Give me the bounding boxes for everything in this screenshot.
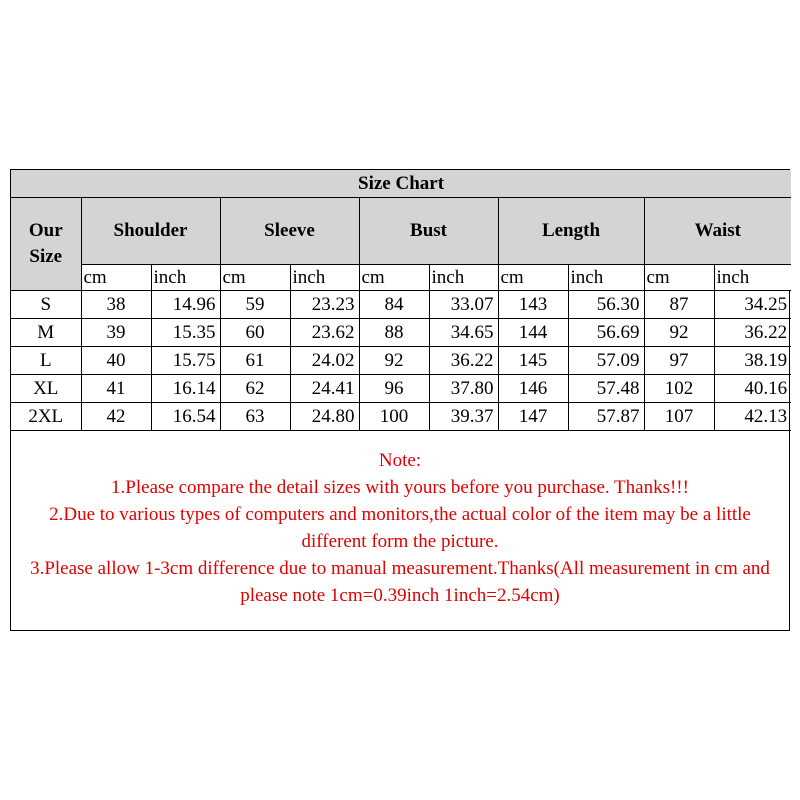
chart-title: Size Chart [11, 170, 791, 198]
table-row [11, 319, 791, 347]
unit-inch-label: inch [429, 265, 498, 291]
unit-cm-label: cm [220, 265, 290, 291]
unit-cm-label: cm [644, 265, 714, 291]
cm-value: 145 [498, 347, 568, 375]
cm-value: 63 [220, 403, 290, 431]
size-chart-table [11, 170, 791, 431]
cm-value: 42 [81, 403, 151, 431]
inch-value: 42.13 [714, 403, 791, 431]
cm-value: 92 [359, 347, 429, 375]
inch-value: 56.30 [568, 291, 644, 319]
table-row [11, 375, 791, 403]
shoulder-header: Shoulder [81, 198, 220, 265]
waist-header: Waist [644, 198, 791, 265]
cm-value: 40 [81, 347, 151, 375]
cm-value: 107 [644, 403, 714, 431]
cm-value: 59 [220, 291, 290, 319]
unit-inch-label: inch [290, 265, 359, 291]
inch-value: 24.80 [290, 403, 359, 431]
cm-value: 41 [81, 375, 151, 403]
cm-value: 100 [359, 403, 429, 431]
inch-value: 37.80 [429, 375, 498, 403]
inch-value: 57.09 [568, 347, 644, 375]
size-label: XL [11, 375, 81, 403]
unit-cm-label: cm [498, 265, 568, 291]
cm-value: 87 [644, 291, 714, 319]
inch-value: 40.16 [714, 375, 791, 403]
size-chart-sheet [10, 169, 790, 631]
inch-value: 56.69 [568, 319, 644, 347]
inch-value: 39.37 [429, 403, 498, 431]
cm-value: 96 [359, 375, 429, 403]
inch-value: 24.41 [290, 375, 359, 403]
sleeve-header: Sleeve [220, 198, 359, 265]
cm-value: 39 [81, 319, 151, 347]
length-header: Length [498, 198, 644, 265]
size-label: S [11, 291, 81, 319]
cm-value: 38 [81, 291, 151, 319]
inch-value: 23.23 [290, 291, 359, 319]
cm-value: 61 [220, 347, 290, 375]
cm-value: 147 [498, 403, 568, 431]
inch-value: 24.02 [290, 347, 359, 375]
inch-value: 33.07 [429, 291, 498, 319]
bust-header: Bust [359, 198, 498, 265]
table-row [11, 403, 791, 431]
cm-value: 144 [498, 319, 568, 347]
cm-value: 84 [359, 291, 429, 319]
inch-value: 16.54 [151, 403, 220, 431]
cm-value: 146 [498, 375, 568, 403]
cm-value: 97 [644, 347, 714, 375]
cm-value: 88 [359, 319, 429, 347]
note-2: 2.Due to various types of computers and monitors,the actual color of the item may be a little different form the picture. [49, 504, 751, 552]
inch-value: 34.25 [714, 291, 791, 319]
size-label: L [11, 347, 81, 375]
cm-value: 143 [498, 291, 568, 319]
our-size-header: Our Size [11, 198, 81, 291]
cm-value: 62 [220, 375, 290, 403]
inch-value: 38.19 [714, 347, 791, 375]
inch-value: 16.14 [151, 375, 220, 403]
size-label: M [11, 319, 81, 347]
table-row [11, 291, 791, 319]
unit-cm-label: cm [81, 265, 151, 291]
inch-value: 57.48 [568, 375, 644, 403]
note-heading: Note: [378, 450, 422, 471]
unit-inch-label: inch [151, 265, 220, 291]
inch-value: 34.65 [429, 319, 498, 347]
unit-cm-label: cm [359, 265, 429, 291]
inch-value: 36.22 [714, 319, 791, 347]
inch-value: 14.96 [151, 291, 220, 319]
cm-value: 102 [644, 375, 714, 403]
unit-inch-label: inch [568, 265, 644, 291]
inch-value: 36.22 [429, 347, 498, 375]
inch-value: 15.35 [151, 319, 220, 347]
inch-value: 57.87 [568, 403, 644, 431]
unit-inch-label: inch [714, 265, 791, 291]
cm-value: 92 [644, 319, 714, 347]
cm-value: 60 [220, 319, 290, 347]
notes-block [11, 431, 789, 609]
note-3: 3.Please allow 1-3cm difference due to manual measurement.Thanks(All measurement in cm and please note 1cm=0.39inch 1inch=2.54cm) [30, 558, 770, 606]
table-row [11, 347, 791, 375]
size-label: 2XL [11, 403, 81, 431]
note-1: 1.Please compare the detail sizes with yours before you purchase. Thanks!!! [111, 477, 689, 498]
inch-value: 15.75 [151, 347, 220, 375]
inch-value: 23.62 [290, 319, 359, 347]
